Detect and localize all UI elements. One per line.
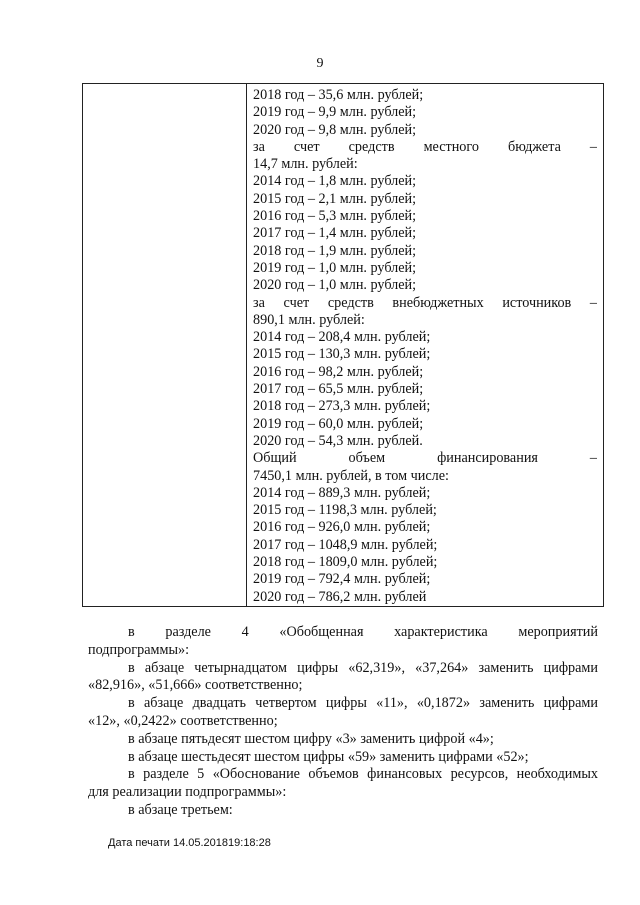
table-line: 2015 год – 2,1 млн. рублей; xyxy=(253,190,417,207)
table-line: 2015 год – 130,3 млн. рублей; xyxy=(253,346,431,363)
table-line: 2019 год – 9,9 млн. рублей; xyxy=(253,104,417,121)
table-line: 2017 год – 1,4 млн. рублей; xyxy=(253,225,417,242)
table-line: 2015 год – 1198,3 млн. рублей; xyxy=(253,502,437,519)
table-line: Общий объем финансирования – xyxy=(253,450,597,467)
print-date-footer: Дата печати 14.05.201819:18:28 xyxy=(108,837,271,849)
table-line: 2017 год – 65,5 млн. рублей; xyxy=(253,381,424,398)
paragraph-line: «12», «0,2422» соответственно; xyxy=(88,712,278,729)
paragraph-line: в разделе 5 «Обоснование объемов финансовых ресурсов, необходимых xyxy=(128,766,598,783)
amendment-paragraph xyxy=(88,766,598,802)
amendment-paragraph xyxy=(88,695,598,731)
table-line: 2020 год – 786,2 млн. рублей xyxy=(253,588,427,605)
table-line: 2014 год – 889,3 млн. рублей; xyxy=(253,484,431,501)
amendment-text xyxy=(88,624,598,820)
amendment-paragraph xyxy=(88,802,598,820)
table-line: 2020 год – 1,0 млн. рублей; xyxy=(253,277,417,294)
table-line: 2018 год – 273,3 млн. рублей; xyxy=(253,398,431,415)
financing-table xyxy=(82,83,604,607)
amendment-paragraph xyxy=(88,731,598,749)
table-line: 7450,1 млн. рублей, в том числе: xyxy=(253,467,449,484)
paragraph-line: в абзаце шестьдесят шестом цифры «59» заменить цифрами «52»; xyxy=(128,748,529,765)
paragraph-line: в абзаце пятьдесят шестом цифру «3» заменить цифрой «4»; xyxy=(128,730,494,747)
amendment-paragraph xyxy=(88,660,598,696)
paragraph-line: в разделе 4 «Обобщенная характеристика мероприятий xyxy=(128,624,598,640)
table-line: 2019 год – 792,4 млн. рублей; xyxy=(253,571,431,588)
table-line: 2020 год – 9,8 млн. рублей; xyxy=(253,121,417,138)
table-line: 14,7 млн. рублей: xyxy=(253,156,358,173)
table-line: 2017 год – 1048,9 млн. рублей; xyxy=(253,536,438,553)
paragraph-line: подпрограммы»: xyxy=(88,641,190,658)
table-line: 2016 год – 98,2 млн. рублей; xyxy=(253,363,424,380)
table-line: 2018 год – 1809,0 млн. рублей; xyxy=(253,554,438,571)
paragraph-line: в абзаце четырнадцатом цифры «62,319», «37,264» заменить цифрами xyxy=(128,659,598,676)
table-line: 2019 год – 1,0 млн. рублей; xyxy=(253,259,417,276)
table-line: 2018 год – 1,9 млн. рублей; xyxy=(253,242,417,259)
table-line: за счет средств внебюджетных источников – xyxy=(253,294,597,311)
table-line: 890,1 млн. рублей: xyxy=(253,311,365,328)
table-line: 2019 год – 60,0 млн. рублей; xyxy=(253,415,424,432)
amendment-paragraph xyxy=(88,624,598,660)
page-number: 9 xyxy=(316,56,324,71)
table-right-column xyxy=(247,84,603,606)
table-line: 2016 год – 926,0 млн. рублей; xyxy=(253,519,431,536)
table-line: 2018 год – 35,6 млн. рублей; xyxy=(253,87,424,103)
table-left-column xyxy=(83,84,247,606)
table-line: 2016 год – 5,3 млн. рублей; xyxy=(253,208,417,225)
paragraph-line: в абзаце третьем: xyxy=(128,801,233,818)
table-line: 2020 год – 54,3 млн. рублей. xyxy=(253,432,423,449)
paragraph-line: в абзаце двадцать четвертом цифры «11», «0,1872» заменить цифрами xyxy=(128,695,598,712)
table-line: 2014 год – 208,4 млн. рублей; xyxy=(253,329,431,346)
amendment-paragraph xyxy=(88,749,598,767)
table-line: 2014 год – 1,8 млн. рублей; xyxy=(253,173,417,190)
paragraph-line: для реализации подпрограммы»: xyxy=(88,784,287,801)
paragraph-line: «82,916», «51,666» соответственно; xyxy=(88,677,303,694)
table-line: за счет средств местного бюджета – xyxy=(253,138,597,155)
